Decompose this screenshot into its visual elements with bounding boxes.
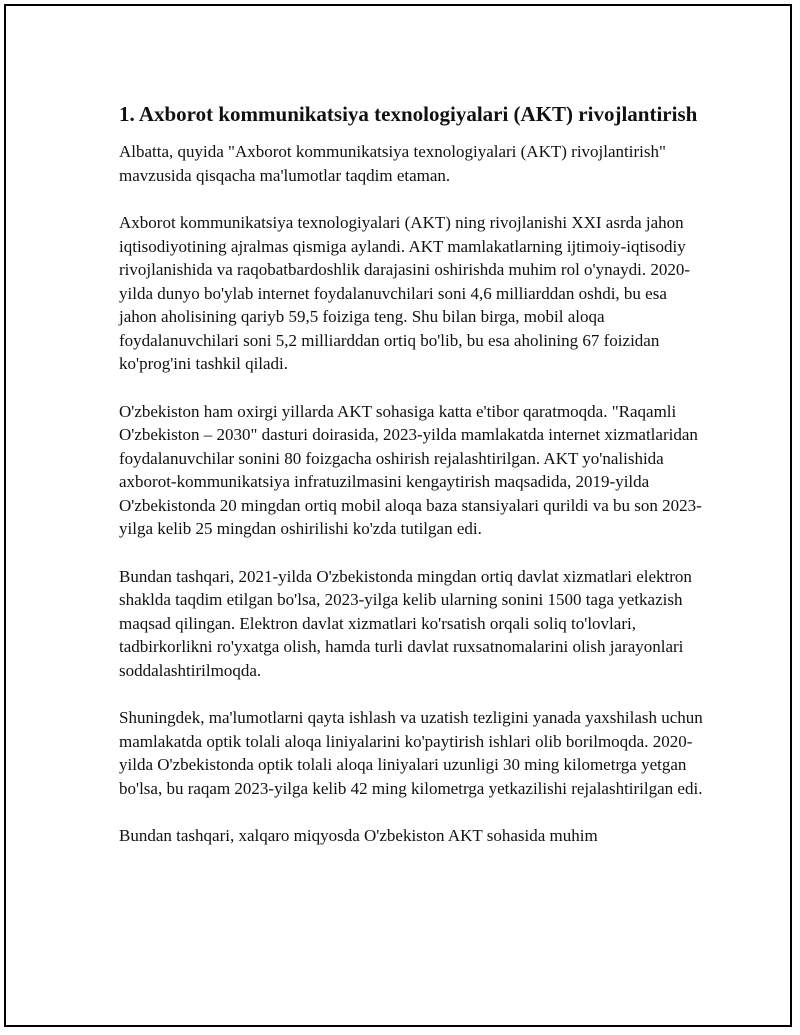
paragraph-intro: Albatta, quyida "Axborot kommunikatsiya texnologiyalari (AKT) rivojlantirish" mavzusida qisqacha ma'lumotlar taqdim etaman. xyxy=(119,142,666,185)
paragraph-international: Bundan tashqari, xalqaro miqyosda O'zbekiston AKT sohasida muhim xyxy=(119,826,598,845)
page-frame xyxy=(4,4,792,1027)
document-heading: 1. Axborot kommunikatsiya texnologiyalari (AKT) rivojlantirish xyxy=(119,102,698,126)
document-body xyxy=(119,100,704,872)
paragraph-uzbekistan-ict: O'zbekiston ham oxirgi yillarda AKT sohasiga katta e'tibor qaratmoqda. "Raqamli O'zbekiston – 2030" dasturi doirasida, 2023-yilda mamlakatda internet xizmatlaridan foydalanuvchilar sonini 80 foizgacha oshirish rejalashtirilgan. AKT yo'nalishida axborot-kommunikatsiya infratuzilmasini kengaytirish maqsadida, 2019-yilda O'zbekistonda 20 mingdan ortiq mobil aloqa baza stansiyalari qurildi va bu son 2023-yilga kelib 25 mingdan oshirilishi ko'zda tutilgan edi. xyxy=(119,401,702,538)
paragraph-fiber-optics: Shuningdek, ma'lumotlarni qayta ishlash va uzatish tezligini yanada yaxshilash uchun mamlakatda optik tolali aloqa liniyalarini ko'paytirish ishlari olib borilmoqda. 2020-yilda O'zbekistonda optik tolali aloqa liniyalari uzunligi 30 ming kilometrga yetgan bo'lsa, bu raqam 2023-yilga kelib 42 ming kilometrga yetkazilishi rejalashtirilgan edi. xyxy=(119,708,703,798)
paragraph-global-ict: Axborot kommunikatsiya texnologiyalari (AKT) ning rivojlanishi XXI asrda jahon iqtisodiyotining ajralmas qismiga aylandi. AKT mamlakatlarning ijtimoiy-iqtisodiy rivojlanishida va raqobatbardoshlik darajasini oshirishda muhim rol o'ynaydi. 2020-yilda dunyo bo'ylab internet foydalanuvchilari soni 4,6 milliarddan oshdi, bu esa jahon aholisining qariyb 59,5 foiziga teng. Shu bilan birga, mobil aloqa foydalanuvchilari soni 5,2 milliarddan ortiq bo'lib, bu esa aholining 67 foizidan ko'prog'ini tashkil qiladi. xyxy=(119,213,691,373)
paragraph-e-government: Bundan tashqari, 2021-yilda O'zbekistonda mingdan ortiq davlat xizmatlari elektron shaklda taqdim etilgan bo'lsa, 2023-yilga kelib ularning sonini 1500 taga yetkazish maqsad qilingan. Elektron davlat xizmatlari ko'rsatish orqali soliq to'lovlari, tadbirkorlikni ro'yxatga olish, hamda turli davlat ruxsatnomalarini olish jarayonlari soddalashtirilmoqda. xyxy=(119,566,692,680)
